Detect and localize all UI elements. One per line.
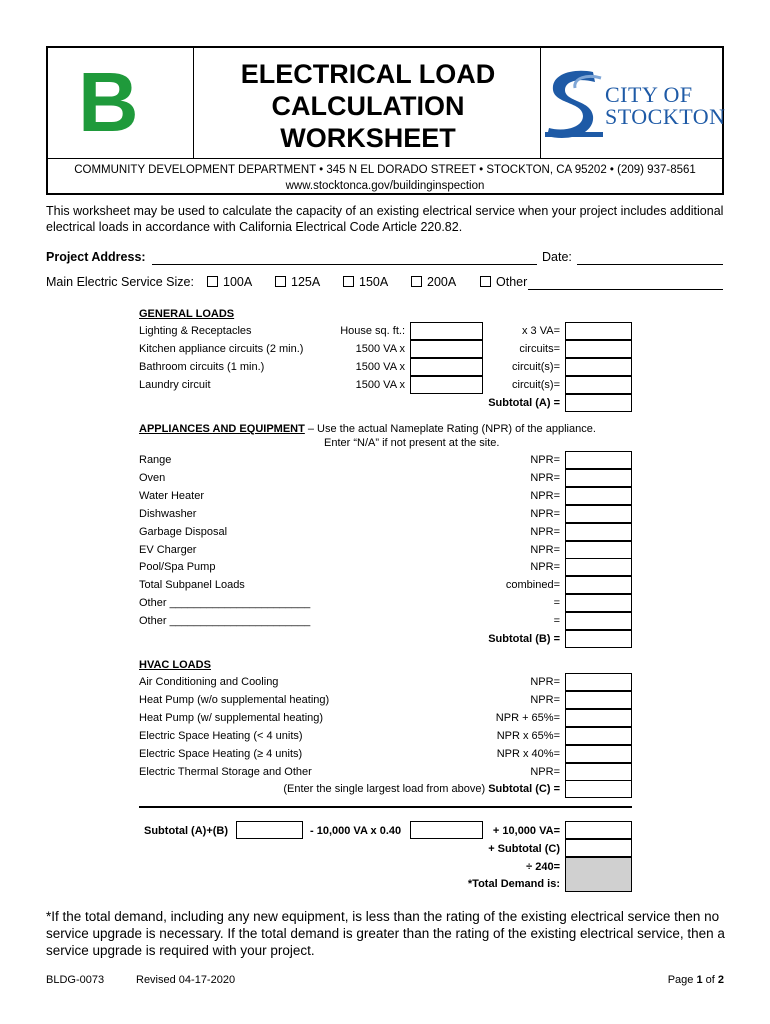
city-logo xyxy=(543,66,726,146)
project-address-field[interactable] xyxy=(152,264,537,265)
row-right-label: NPR= xyxy=(530,561,560,574)
hvac-subtotal: (Enter the single largest load from above) Subtotal (C) = xyxy=(283,783,560,795)
value-input[interactable] xyxy=(565,523,632,541)
subtotal-a-input[interactable] xyxy=(565,394,632,412)
row-right-label: NPR x 65%= xyxy=(496,729,560,742)
row-label: Oven xyxy=(139,471,166,484)
value-input[interactable] xyxy=(565,691,632,709)
value-input[interactable] xyxy=(565,709,632,727)
value-input[interactable] xyxy=(565,745,632,763)
logo-text: CITY OF STOCKTON xyxy=(605,82,726,129)
value-input[interactable] xyxy=(565,322,632,340)
value-input[interactable] xyxy=(565,558,632,576)
other-size-field[interactable] xyxy=(528,289,723,290)
value-input[interactable] xyxy=(565,340,632,358)
row-right-label: NPR= xyxy=(530,693,560,706)
row-label: Garbage Disposal xyxy=(139,525,228,538)
value-input[interactable] xyxy=(565,763,632,781)
service-size-label: Main Electric Service Size: xyxy=(46,275,194,289)
row-right-label: NPR= xyxy=(530,525,560,538)
department-info: COMMUNITY DEVELOPMENT DEPARTMENT • 345 N EL DORADO STREET • STOCKTON, CA 95202 • (209) 937-8561 www.stocktonca.gov/buildinginspection xyxy=(48,162,722,194)
row-multiplier: 1500 VA x xyxy=(355,343,405,355)
value-input[interactable] xyxy=(565,576,632,594)
appliances-heading: APPLIANCES AND EQUIPMENT – Use the actual Nameplate Rating (NPR) of the appliance. xyxy=(139,423,596,435)
row-label: EV Charger xyxy=(139,543,197,556)
page-title xyxy=(198,58,538,154)
row-multiplier: House sq. ft.: xyxy=(340,325,405,337)
value-input[interactable] xyxy=(565,451,632,469)
subtotal-b-input[interactable] xyxy=(565,630,632,648)
row-label: Pool/Spa Pump xyxy=(139,561,216,574)
plus-c-input[interactable] xyxy=(565,839,632,857)
subtotal-ab-label: Subtotal (A)+(B) xyxy=(144,825,229,837)
row-label: Kitchen appliance circuits (2 min.) xyxy=(139,343,304,355)
value-input[interactable] xyxy=(565,673,632,691)
value-input[interactable] xyxy=(565,594,632,612)
value-input[interactable] xyxy=(565,358,632,376)
section-heading: HVAC LOADS xyxy=(139,659,211,671)
row-right-label: NPR= xyxy=(530,454,560,466)
total-va-input[interactable] xyxy=(565,821,632,839)
divider xyxy=(139,806,632,808)
row-right-label: NPR= xyxy=(530,676,560,688)
value-input[interactable] xyxy=(565,376,632,394)
total-demand-label: *Total Demand is: xyxy=(467,878,560,890)
subtotal-c-input[interactable] xyxy=(565,780,632,798)
project-address-label: Project Address: xyxy=(46,250,146,264)
option-label: 100A xyxy=(223,275,253,289)
row-label: Electric Space Heating (≥ 4 units) xyxy=(139,747,303,760)
checkbox-other[interactable] xyxy=(480,276,491,287)
subtotal-label: Subtotal (B) = xyxy=(488,633,560,645)
stockton-s-icon xyxy=(543,66,605,146)
row-label: Lighting & Receptacles xyxy=(139,325,252,337)
row-label: Total Subpanel Loads xyxy=(139,579,245,592)
divider xyxy=(48,158,722,159)
header-box xyxy=(46,46,724,195)
revised-date: Revised 04-17-2020 xyxy=(136,974,236,986)
row-label: Heat Pump (w/o supplemental heating) xyxy=(139,693,330,706)
title-line: ELECTRICAL LOAD xyxy=(240,59,496,89)
row-label: Electric Thermal Storage and Other xyxy=(139,765,312,778)
row-label: Range xyxy=(139,454,172,466)
row-right-label: NPR= xyxy=(530,765,560,778)
row-right-label: NPR + 65%= xyxy=(495,711,560,724)
row-right-label: = xyxy=(553,615,560,628)
row-multiplier: 1500 VA x xyxy=(355,361,405,373)
appliances-note: Enter “N/A” if not present at the site. xyxy=(324,437,500,449)
subtotal-label: Subtotal (A) = xyxy=(488,397,560,409)
value-input[interactable] xyxy=(565,469,632,487)
row-right-label: circuit(s)= xyxy=(512,361,560,373)
option-label: Other xyxy=(496,275,528,289)
row-label: Other _______________________ xyxy=(139,615,311,628)
plus-c-label: + Subtotal (C) xyxy=(488,843,560,855)
row-right-label: circuits= xyxy=(519,343,560,355)
value-input[interactable] xyxy=(565,727,632,745)
minus-label: - 10,000 VA x 0.40 xyxy=(310,825,402,837)
row-label: Other _______________________ xyxy=(139,597,311,610)
title-line: WORKSHEET xyxy=(280,123,456,153)
checkbox-100a[interactable] xyxy=(207,276,218,287)
row-label: Water Heater xyxy=(139,489,205,502)
option-label: 200A xyxy=(427,275,457,289)
divider xyxy=(540,48,541,158)
row-right-label: NPR= xyxy=(530,471,560,484)
form-code: BLDG-0073 xyxy=(46,974,105,986)
intro-text: This worksheet may be used to calculate the capacity of an existing electrical service when your project includes additional electrical loads in accordance with California Electrical Code Article 220.82. xyxy=(46,204,724,234)
value-input[interactable] xyxy=(565,541,632,559)
checkbox-125a[interactable] xyxy=(275,276,286,287)
row-right-label: x 3 VA= xyxy=(521,325,560,337)
subtotal-ab-input[interactable] xyxy=(236,821,303,839)
divide-label: ÷ 240= xyxy=(526,861,560,873)
footnote: *If the total demand, including any new equipment, is less than the rating of the existing electrical service then no service upgrade is necessary. If the total demand is greater than the rating of the existing electrical service, then a service upgrade is required with your project. xyxy=(46,909,725,958)
row-right-label: NPR= xyxy=(530,543,560,556)
row-right-label: combined= xyxy=(505,579,560,592)
plus-label: + 10,000 VA= xyxy=(492,825,560,837)
option-label: 150A xyxy=(359,275,389,289)
website-link[interactable]: www.stocktonca.gov/buildinginspection xyxy=(285,180,485,192)
checkbox-200a[interactable] xyxy=(411,276,422,287)
row-label: Bathroom circuits (1 min.) xyxy=(139,361,265,373)
value-input[interactable] xyxy=(565,505,632,523)
divider xyxy=(193,48,194,158)
value-input[interactable] xyxy=(565,612,632,630)
value-input[interactable] xyxy=(565,487,632,505)
section-letter: B xyxy=(78,55,139,149)
checkbox-150a[interactable] xyxy=(343,276,354,287)
row-right-label: circuit(s)= xyxy=(512,379,560,391)
row-right-label: NPR x 40%= xyxy=(496,747,560,760)
row-label: Heat Pump (w/ supplemental heating) xyxy=(139,711,324,724)
page-number: Page 1 of 2 xyxy=(667,974,724,986)
row-label: Laundry circuit xyxy=(139,379,211,391)
row-label: Air Conditioning and Cooling xyxy=(139,676,279,688)
row-right-label: NPR= xyxy=(530,507,560,520)
row-multiplier: 1500 VA x xyxy=(355,379,405,391)
total-demand-output xyxy=(565,857,632,892)
row-right-label: NPR= xyxy=(530,489,560,502)
section-heading: GENERAL LOADS xyxy=(139,308,235,320)
row-label: Dishwasher xyxy=(139,507,197,520)
title-line: CALCULATION xyxy=(271,91,465,121)
option-label: 125A xyxy=(291,275,321,289)
date-field[interactable] xyxy=(577,264,723,265)
row-label: Electric Space Heating (< 4 units) xyxy=(139,729,303,742)
date-label: Date: xyxy=(542,250,572,264)
row-right-label: = xyxy=(553,597,560,610)
